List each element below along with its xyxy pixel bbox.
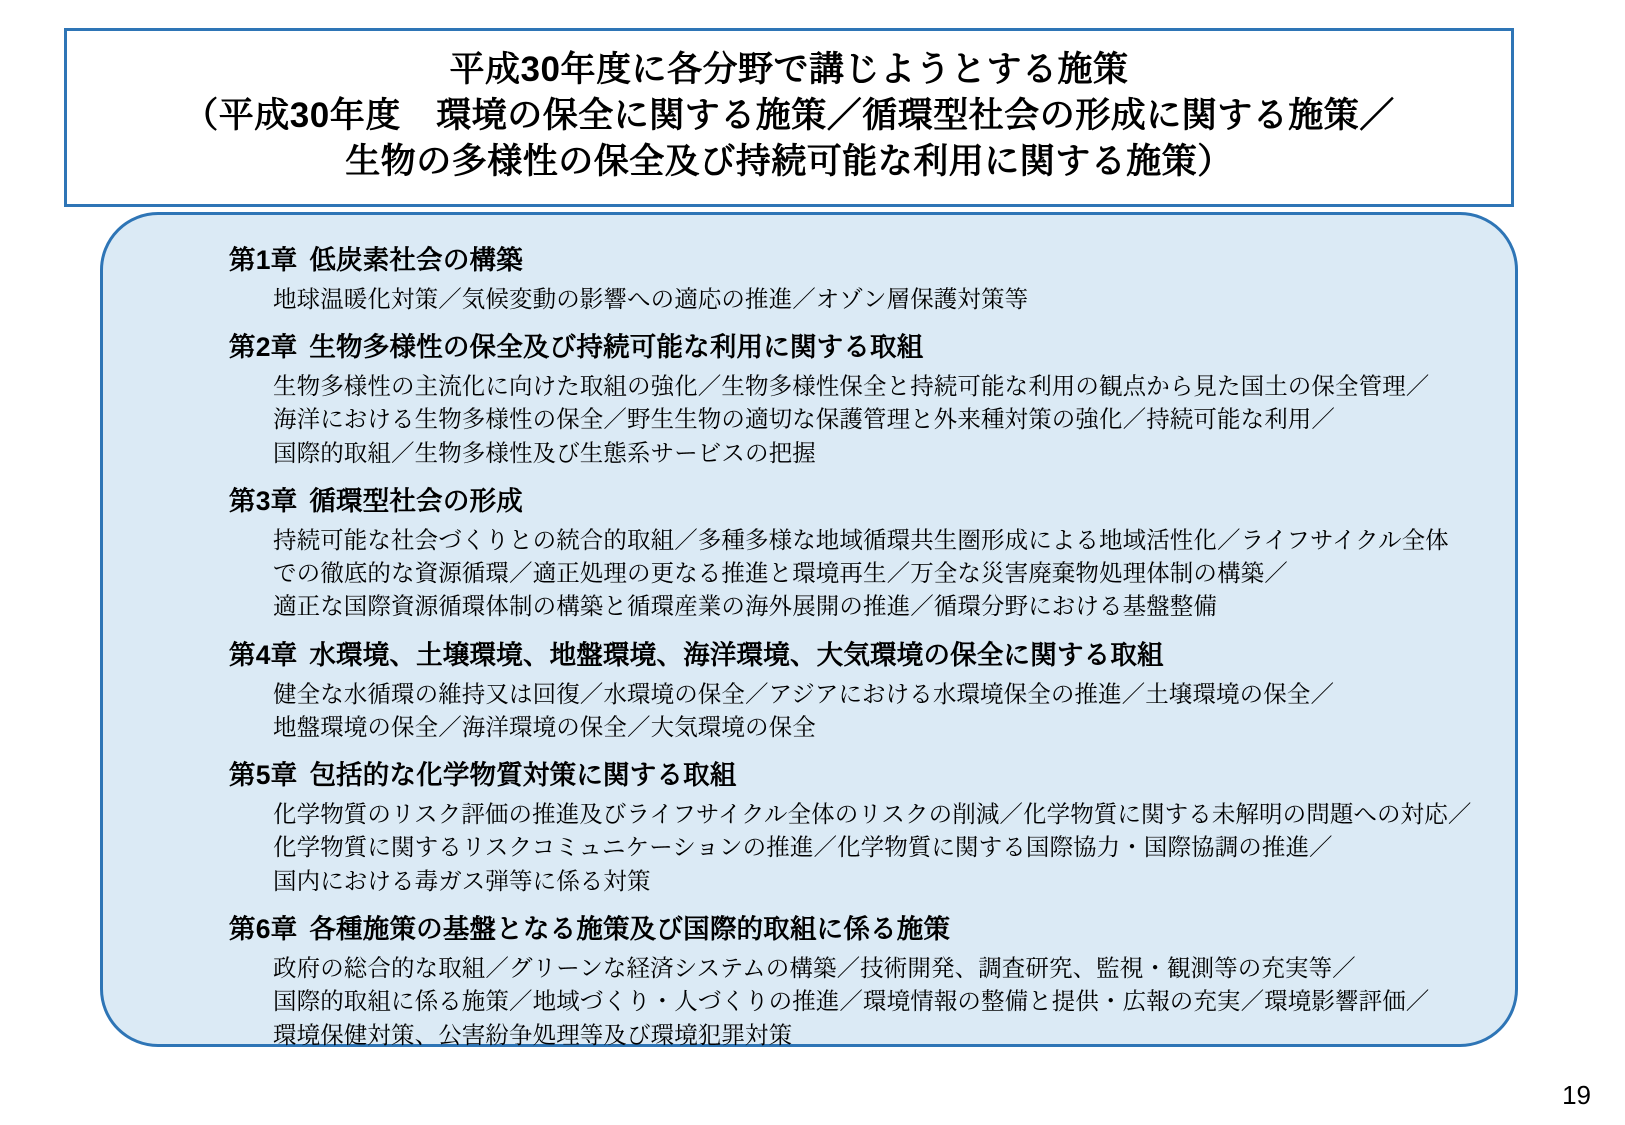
chapter-number: 第5章 — [229, 760, 298, 791]
chapter-body-line: 適正な国際資源循環体制の構築と循環産業の海外展開の推進／循環分野における基盤整備 — [273, 593, 1217, 620]
slide-title-line-1: 平成30年度に各分野で講じようとする施策 — [449, 50, 1129, 89]
slide-title-line-2: （平成30年度 環境の保全に関する施策／循環型社会の形成に関する施策／ — [183, 96, 1395, 136]
chapter-title: 包括的な化学物質対策に関する取組 — [309, 760, 737, 791]
chapter-body — [273, 952, 1467, 1052]
slide-title-box — [64, 28, 1514, 207]
chapter-item — [151, 758, 1472, 898]
chapter-title: 生物多様性の保全及び持続可能な利用に関する取組 — [309, 332, 924, 363]
chapter-heading — [229, 484, 1467, 520]
chapter-heading — [229, 758, 1467, 794]
chapter-title: 各種施策の基盤となる施策及び国際的取組に係る施策 — [309, 914, 951, 945]
chapter-item — [151, 912, 1467, 1052]
chapter-body-line: 環境保健対策、公害紛争処理等及び環境犯罪対策 — [273, 1021, 793, 1048]
chapter-body-line: 地球温暖化対策／気候変動の影響への適応の推進／オゾン層保護対策等 — [273, 285, 1029, 312]
chapter-body-line: 化学物質に関するリスクコミュニケーションの推進／化学物質に関する国際協力・国際協調の推進／ — [273, 834, 1333, 861]
chapter-body-line: 国際的取組／生物多様性及び生態系サービスの把握 — [273, 439, 816, 466]
chapter-heading — [229, 243, 1467, 279]
chapter-body-line: 生物多様性の主流化に向けた取組の強化／生物多様性保全と持続可能な利用の観点から見た国土の保全管理／ — [273, 372, 1430, 399]
chapter-number: 第3章 — [229, 485, 298, 516]
chapter-heading — [229, 638, 1467, 674]
slide-title-line-3: 生物の多様性の保全及び持続可能な利用に関する施策） — [345, 142, 1233, 182]
chapter-number: 第6章 — [229, 914, 298, 945]
chapter-body-line: 国内における毒ガス弾等に係る対策 — [273, 867, 651, 894]
chapter-number: 第4章 — [229, 639, 298, 670]
chapter-body-line: 海洋における生物多様性の保全／野生生物の適切な保護管理と外来種対策の強化／持続可能な利用／ — [273, 406, 1335, 433]
chapter-body — [273, 370, 1467, 470]
chapter-body-line: 地盤環境の保全／海洋環境の保全／大気環境の保全 — [273, 713, 816, 740]
chapter-item — [151, 484, 1467, 624]
page-number: 19 — [1562, 1080, 1591, 1110]
chapter-number: 第2章 — [229, 332, 298, 363]
chapter-title: 低炭素社会の構築 — [309, 245, 523, 275]
chapter-body-line: での徹底的な資源循環／適正処理の更なる推進と環境再生／万全な災害廃棄物処理体制の構築／ — [273, 560, 1288, 587]
chapter-body-line: 健全な水循環の維持又は回復／水環境の保全／アジアにおける水環境保全の推進／土壌環境の保全／ — [273, 680, 1335, 707]
chapter-number: 第1章 — [229, 245, 298, 275]
chapter-heading — [229, 330, 1467, 366]
chapter-list-panel — [100, 212, 1518, 1047]
chapter-body-line: 国際的取組に係る施策／地域づくり・人づくりの推進／環境情報の整備と提供・広報の充実／環境影響評価／ — [273, 988, 1430, 1015]
chapter-item — [151, 638, 1467, 744]
chapter-body-line: 政府の総合的な取組／グリーンな経済システムの構築／技術開発、調査研究、監視・観測等の充実等／ — [273, 954, 1356, 981]
chapter-heading — [229, 912, 1467, 948]
chapter-item — [151, 243, 1467, 316]
chapter-item — [151, 330, 1467, 470]
chapter-body — [273, 678, 1467, 745]
chapter-body-line: 化学物質のリスク評価の推進及びライフサイクル全体のリスクの削減／化学物質に関する未解明の問題への対応／ — [273, 801, 1472, 828]
chapter-title: 水環境、土壌環境、地盤環境、海洋環境、大気環境の保全に関する取組 — [309, 639, 1164, 670]
chapter-body — [273, 524, 1467, 624]
chapter-body — [273, 798, 1472, 898]
chapter-body-line: 持続可能な社会づくりとの統合的取組／多種多様な地域循環共生圏形成による地域活性化／ライフサイクル全体 — [273, 526, 1449, 553]
chapter-body — [273, 283, 1467, 316]
chapter-title: 循環型社会の形成 — [309, 485, 523, 516]
